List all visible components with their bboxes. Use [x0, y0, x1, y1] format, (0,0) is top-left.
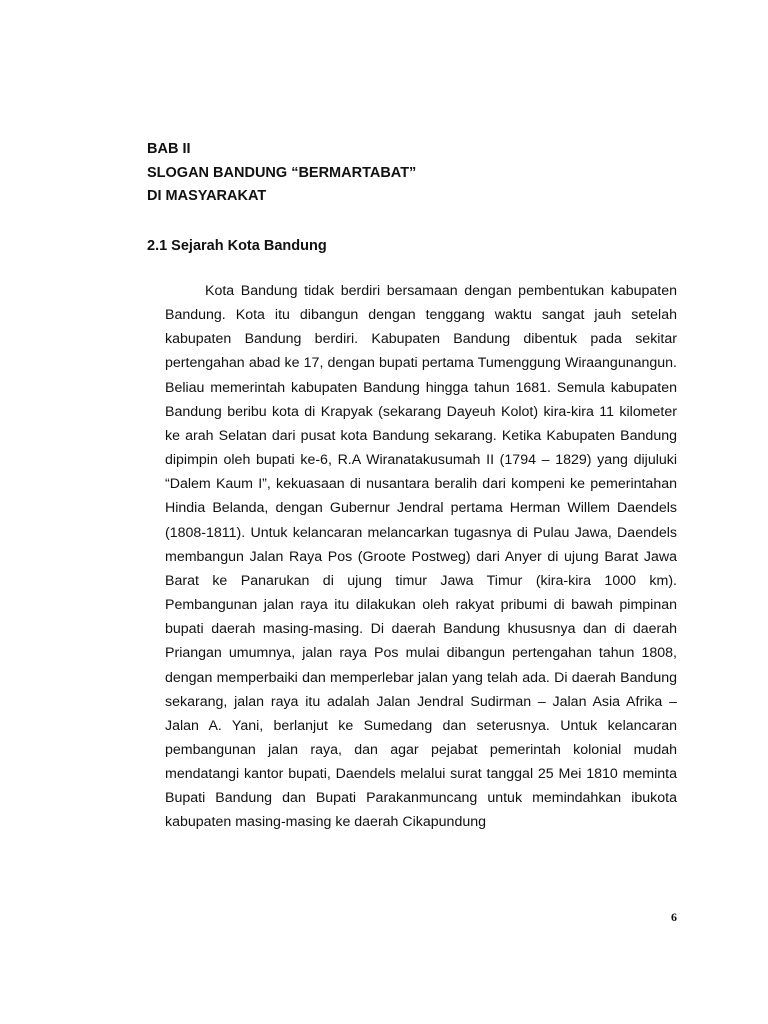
chapter-heading — [147, 138, 416, 209]
chapter-label: BAB II — [147, 141, 191, 157]
section-title: 2.1 Sejarah Kota Bandung — [147, 238, 327, 254]
body-paragraph: Kota Bandung tidak berdiri bersamaan dengan pembentukan kabupaten Bandung. Kota itu dibangun dengan tenggang waktu sangat jauh setelah kabupaten Bandung berdiri. Kabupaten Bandung dibentuk pada sekitar pertengahan abad ke 17, dengan bupati pertama Tumenggung Wiraangunangun. Beliau memerintah kabupaten Bandung hingga tahun 1681. Semula kabupaten Bandung beribu kota di Krapyak (sekarang Dayeuh Kolot) kira-kira 11 kilometer ke arah Selatan dari pusat kota Bandung sekarang. Ketika Kabupaten Bandung dipimpin oleh bupati ke-6, R.A Wiranatakusumah II (1794 – 1829) yang dijuluki “Dalem Kaum I”, kekuasaan di nusantara beralih dari kompeni ke pemerintahan Hindia Belanda, dengan Gubernur Jendral pertama Herman Willem Daendels (1808-1811). Untuk kelancaran melancarkan tugasnya di Pulau Jawa, Daendels membangun Jalan Raya Pos (Groote Postweg) dari Anyer di ujung Barat Jawa Barat ke Panarukan di ujung timur Jawa Timur (kira-kira 1000 km). Pembangunan jalan raya itu dilakukan oleh rakyat pribumi di bawah pimpinan bupati daerah masing-masing. Di daerah Bandung khususnya dan di daerah Priangan umumnya, jalan raya Pos mulai dibangun pertengahan tahun 1808, dengan memperbaiki dan memperlebar jalan yang telah ada. Di daerah Bandung sekarang, jalan raya itu adalah Jalan Jendral Sudirman – Jalan Asia Afrika – Jalan A. Yani, berlanjut ke Sumedang dan seterusnya. Untuk kelancaran pembangunan jalan raya, dan agar pejabat pemerintah kolonial mudah mendatangi kantor bupati, Daendels melalui surat tanggal 25 Mei 1810 meminta Bupati Bandung dan Bupati Parakanmuncang untuk memindahkan ibukota kabupaten masing-masing ke daerah Cikapundung — [165, 283, 677, 831]
page-number: 6 — [671, 910, 677, 924]
chapter-title-line-2: DI MASYARAKAT — [147, 188, 267, 204]
chapter-title-line-1: SLOGAN BANDUNG “BERMARTABAT” — [147, 164, 417, 181]
